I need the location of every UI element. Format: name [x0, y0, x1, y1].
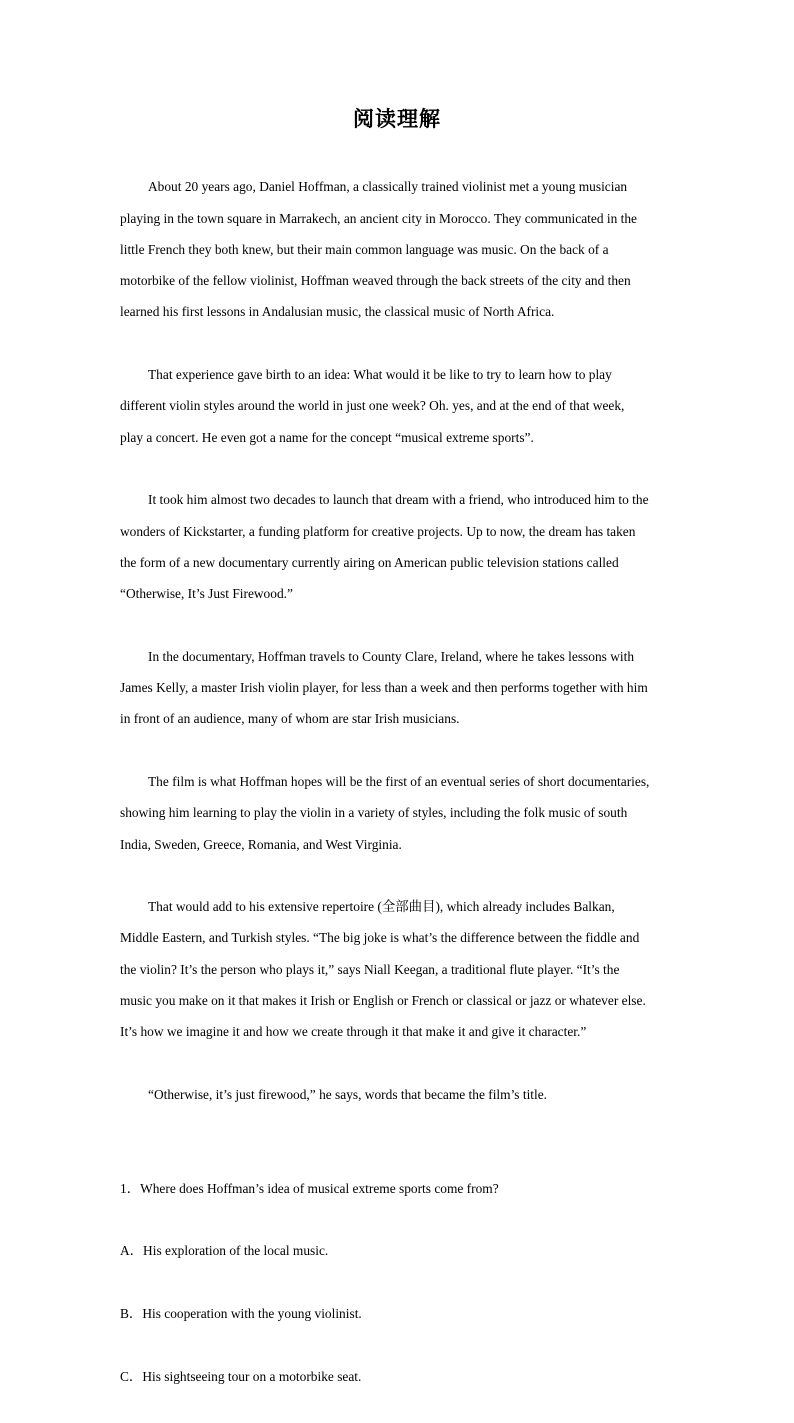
page-title: 阅读理解	[353, 106, 441, 131]
passage-body	[120, 140, 676, 1423]
paragraph-3: It took him almost two decades to launch that dream with a friend, who introduced him to the wonders of Kickstarter, a funding platform for creative projects. Up to now, the dream has taken the form of a new documentary currently airing on American public television stations called “Otherwise, It’s Just Firewood.”	[120, 492, 649, 602]
option-c: C．His sightseeing tour on a motorbike seat.	[120, 1368, 362, 1384]
paragraph-4: In the documentary, Hoffman travels to County Clare, Ireland, where he takes lessons with James Kelly, a master Irish violin player, for less than a week and then performs together with him in front of an audience, many of whom are star Irish musicians.	[120, 648, 648, 727]
option-a: A．His exploration of the local music.	[120, 1243, 329, 1259]
option-b: B．His cooperation with the young violinist.	[120, 1305, 362, 1321]
paragraph-5: The film is what Hoffman hopes will be the first of an eventual series of short documentaries, showing him learning to play the violin in a variety of styles, including the folk music of south India, Sweden, Greece, Romania, and West Virginia.	[120, 773, 650, 852]
paragraph-6: That would add to his extensive repertoire (全部曲目), which already includes Balkan, Middle Eastern, and Turkish styles. “The big joke is what’s the difference between the fiddle and the violin? It’s the person who plays it,” says Niall Keegan, a traditional flute player. “It’s the music you make on it that makes it Irish or English or French or classical or jazz or whatever else. It’s how we imagine it and how we create through it that make it and give it character.”	[120, 899, 646, 1040]
paragraph-7: “Otherwise, it’s just firewood,” he says, words that became the film’s title.	[148, 1086, 548, 1102]
question-1: 1．Where does Hoffman’s idea of musical extreme sports come from?	[120, 1180, 499, 1196]
paragraph-1: About 20 years ago, Daniel Hoffman, a classically trained violinist met a young musician playing in the town square in Marrakech, an ancient city in Morocco. They communicated in the little French they both knew, but their main common language was music. On the back of a motorbike of the fellow violinist, Hoffman weaved through the back streets of the city and then learned his first lessons in Andalusian music, the classical music of North Africa.	[120, 179, 637, 320]
paragraph-2: That experience gave birth to an idea: What would it be like to try to learn how to play different violin styles around the world in just one week? Oh. yes, and at the end of that week, play a concert. He even got a name for the concept “musical extreme sports”.	[120, 367, 625, 445]
